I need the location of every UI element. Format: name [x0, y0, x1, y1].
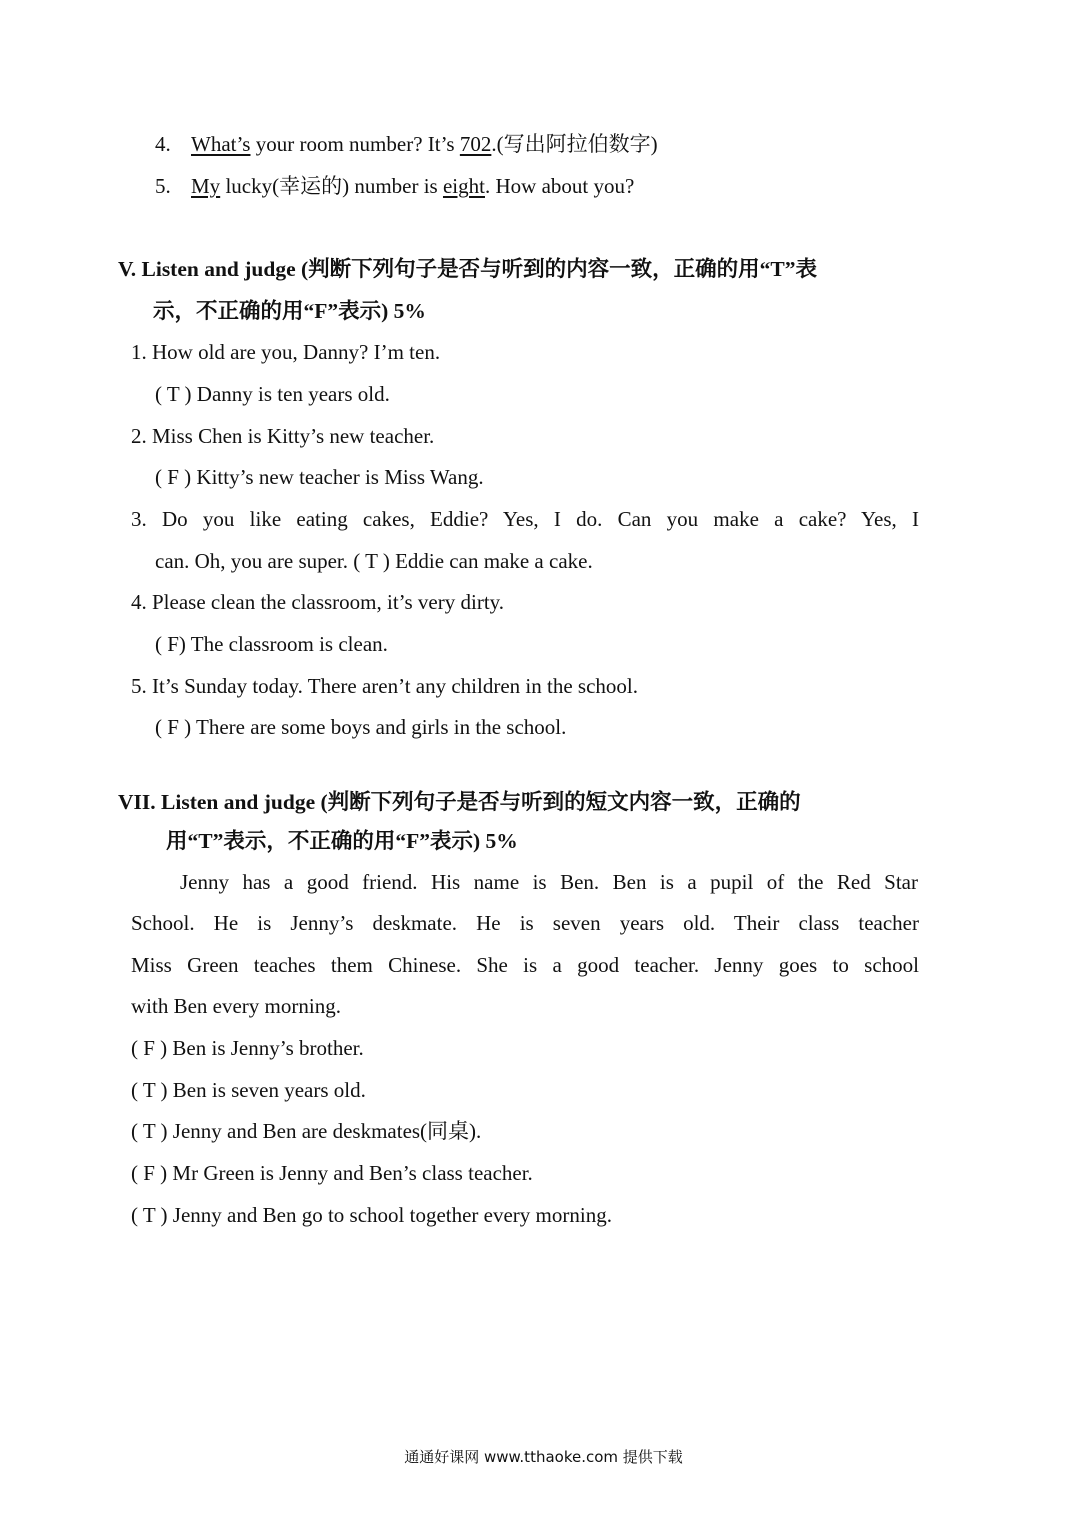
section-5-sentence-4: 4. Please clean the classroom, it’s very dirty. [131, 590, 505, 614]
passage-line-2: School. He is Jenny’s deskmate. He is seven years old. Their class teacher [131, 911, 919, 935]
item-text: lucky(幸运的) number is [220, 174, 443, 198]
section-5-answer-4: ( F) The classroom is clean. [155, 632, 388, 656]
item-number: 5. [155, 174, 171, 198]
passage-line-3: Miss Green teaches them Chinese. She is a good teacher. Jenny goes to school [131, 953, 919, 977]
section-7-answer-3: ( T ) Jenny and Ben are deskmates(同桌). [131, 1119, 482, 1143]
passage-line-4: with Ben every morning. [131, 994, 341, 1018]
item-number: 4. [155, 132, 171, 156]
section-7-answer-1: ( F ) Ben is Jenny’s brother. [131, 1036, 364, 1060]
passage-line-1: Jenny has a good friend. His name is Ben. Ben is a pupil of the Red Star [180, 870, 918, 894]
section-7-answer-4: ( F ) Mr Green is Jenny and Ben’s class teacher. [131, 1161, 533, 1185]
item-text: your room number? It’s [250, 132, 460, 156]
section-5-heading-line-1: V. Listen and judge (判断下列句子是否与听到的内容一致，正确的用“T”表 [118, 257, 818, 281]
underlined-answer: What’s [191, 132, 251, 156]
section-5-sentence-2: 2. Miss Chen is Kitty’s new teacher. [131, 424, 435, 448]
section-7-answer-2: ( T ) Ben is seven years old. [131, 1078, 366, 1102]
top-item-5 [155, 173, 634, 199]
section-5-answer-2: ( F ) Kitty’s new teacher is Miss Wang. [155, 465, 484, 489]
section-5-heading-line-2: 示，不正确的用“F”表示) 5% [153, 299, 426, 323]
item-text: . How about you? [484, 174, 635, 198]
section-7-answer-5: ( T ) Jenny and Ben go to school together every morning. [131, 1203, 612, 1227]
item-text: .(写出阿拉伯数字) [491, 132, 658, 156]
section-5-answer-5: ( F ) There are some boys and girls in the school. [155, 715, 567, 739]
section-5-sentence-1: 1. How old are you, Danny? I’m ten. [131, 340, 441, 364]
section-5-answer-3: can. Oh, you are super. ( T ) Eddie can make a cake. [155, 549, 593, 573]
top-item-4 [155, 131, 658, 157]
section-5-sentence-5: 5. It’s Sunday today. There aren’t any children in the school. [131, 674, 638, 698]
section-7-heading-line-2: 用“T”表示，不正确的用“F”表示) 5% [166, 829, 518, 853]
section-5-answer-1: ( T ) Danny is ten years old. [155, 382, 390, 406]
underlined-answer: eight [442, 174, 485, 198]
section-7-heading-line-1: VII. Listen and judge (判断下列句子是否与听到的短文内容一致，正确的 [118, 790, 801, 814]
page-footer: 通通好课网 www.tthaoke.com 提供下载 [404, 1448, 683, 1466]
section-5-sentence-3: 3. Do you like eating cakes, Eddie? Yes, I do. Can you make a cake? Yes, I [131, 507, 919, 531]
underlined-answer: My [191, 174, 221, 198]
underlined-answer: 702 [459, 132, 492, 156]
